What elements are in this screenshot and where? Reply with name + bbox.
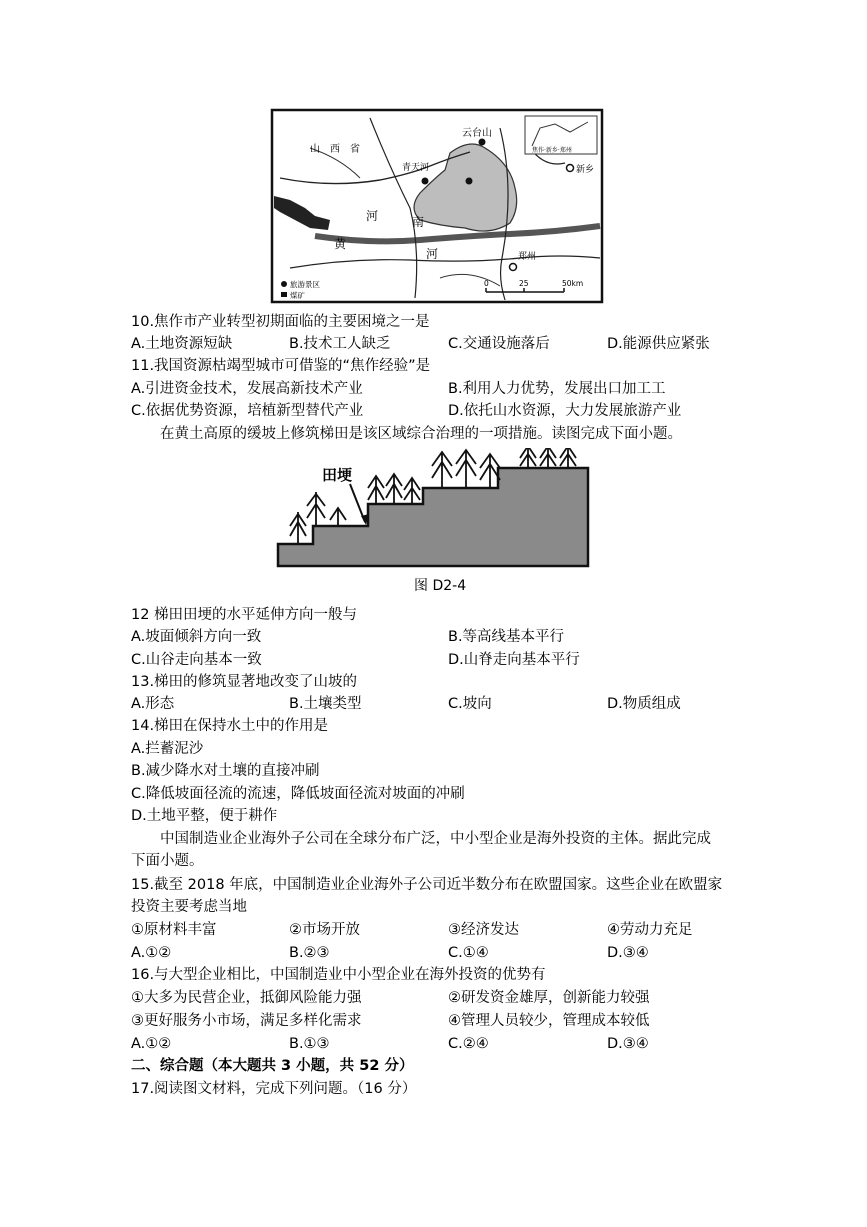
q15-option-a: A.①② [131, 945, 172, 961]
q16-statement-1: ①大多为民营企业，抵御风险能力强 [131, 990, 362, 1006]
q12-stem: 12 梯田田埂的水平延伸方向一般与 [131, 607, 358, 623]
terrace-caption: 图 D2-4 [414, 578, 467, 594]
label-xinxiang: 新乡 [576, 165, 595, 175]
label-henan-nan: 南 [412, 215, 425, 229]
q13-stem: 13.梯田的修筑显著地改变了山坡的 [131, 674, 358, 690]
scale-mid: 25 [519, 279, 529, 288]
terrace-label: 田埂 [322, 466, 353, 484]
q13-option-b: B.土壤类型 [289, 696, 362, 712]
q11-option-b: B.利用人力优势，发展出口加工工 [448, 381, 666, 397]
q16-statement-2: ②研发资金雄厚，创新能力较强 [448, 990, 650, 1006]
q13-option-d: D.物质组成 [607, 696, 681, 712]
q10-stem: 10.焦作市产业转型初期面临的主要困境之一是 [131, 314, 430, 330]
q17-stem: 17.阅读图文材料，完成下列问题。（16 分） [131, 1081, 417, 1097]
label-henan-he: 河 [366, 209, 379, 223]
q12-option-c: C.山谷走向基本一致 [131, 652, 262, 668]
legend-scenic: 旅游景区 [290, 280, 320, 289]
q10-option-c: C.交通设施落后 [448, 336, 550, 352]
label-yuntaishan: 云台山 [462, 128, 492, 139]
q16-option-d: D.③④ [607, 1036, 649, 1052]
q16-option-c: C.②④ [448, 1036, 489, 1052]
q13-option-c: C.坡向 [448, 696, 492, 712]
scale-end: 50km [562, 279, 584, 288]
q15-statement-3: ③经济发达 [448, 922, 519, 938]
q16-option-a: A.①② [131, 1036, 172, 1052]
label-qingtianhe: 青天河 [402, 163, 430, 173]
q14-option-b: B.减少降水对土壤的直接冲刷 [131, 763, 320, 779]
q10-option-b: B.技术工人缺乏 [289, 336, 391, 352]
q10-option-a: A.土地资源短缺 [131, 336, 233, 352]
q11-option-c: C.依据优势资源，培植新型替代产业 [131, 403, 364, 419]
q11-option-a: A.引进资金技术，发展高新技术产业 [131, 381, 363, 397]
q10-option-d: D.能源供应紧张 [607, 336, 710, 352]
terrace-figure [258, 448, 610, 598]
q15-stem-line2: 投资主要考虑当地 [131, 899, 247, 915]
q12-option-d: D.山脊走向基本平行 [448, 652, 580, 668]
q15-stem-line1: 15.截至 2018 年底，中国制造业企业海外子公司近半数分布在欧盟国家。这些企业在欧盟家 [131, 877, 723, 893]
mfg-intro-line1: 中国制造业企业海外子公司在全球分布广泛，中小型企业是海外投资的主体。据此完成 [160, 831, 711, 847]
q12-option-b: B.等高线基本平行 [448, 629, 565, 645]
scale-zero: 0 [484, 279, 489, 288]
q14-option-c: C.降低坡面径流的流速，降低坡面径流对坡面的冲刷 [131, 786, 465, 802]
q15-statement-4: ④劳动力充足 [607, 922, 693, 938]
label-huang: 黄 [334, 237, 347, 251]
q15-statement-1: ①原材料丰富 [131, 922, 217, 938]
label-he: 河 [426, 247, 439, 261]
q13-option-a: A.形态 [131, 696, 175, 712]
q11-option-d: D.依托山水资源，大力发展旅游产业 [448, 403, 682, 419]
q15-option-b: B.②③ [289, 945, 330, 961]
q11-stem: 11.我国资源枯竭型城市可借鉴的“焦作经验”是 [131, 358, 431, 374]
q15-statement-2: ②市场开放 [289, 922, 360, 938]
q16-option-b: B.①③ [289, 1036, 330, 1052]
q16-statement-3: ③更好服务小市场，满足多样化需求 [131, 1013, 362, 1029]
label-zhengzhou: 郑州 [518, 252, 537, 262]
q16-stem: 16.与大型企业相比，中国制造业中小型企业在海外投资的优势有 [131, 967, 546, 983]
legend-coal: 煤矿 [290, 291, 305, 300]
q14-option-d: D.土地平整，便于耕作 [131, 808, 278, 824]
inset-label: 焦作·新乡·郑州 [532, 147, 572, 154]
section-2-heading: 二、综合题（本大题共 3 小题，共 52 分） [131, 1058, 414, 1074]
q16-statement-4: ④管理人员较少，管理成本较低 [448, 1013, 650, 1029]
label-shanxi: 山 西 省 [310, 144, 360, 155]
q12-option-a: A.坡面倾斜方向一致 [131, 629, 262, 645]
q15-option-c: C.①④ [448, 945, 489, 961]
q14-option-a: A.拦蓄泥沙 [131, 741, 204, 757]
terrace-intro: 在黄土高原的缓坡上修筑梯田是该区域综合治理的一项措施。读图完成下面小题。 [160, 426, 682, 442]
q14-stem: 14.梯田在保持水土中的作用是 [131, 718, 329, 734]
jiaozuo-map-figure [270, 108, 604, 304]
q15-option-d: D.③④ [607, 945, 649, 961]
mfg-intro-line2: 下面小题。 [131, 853, 204, 869]
